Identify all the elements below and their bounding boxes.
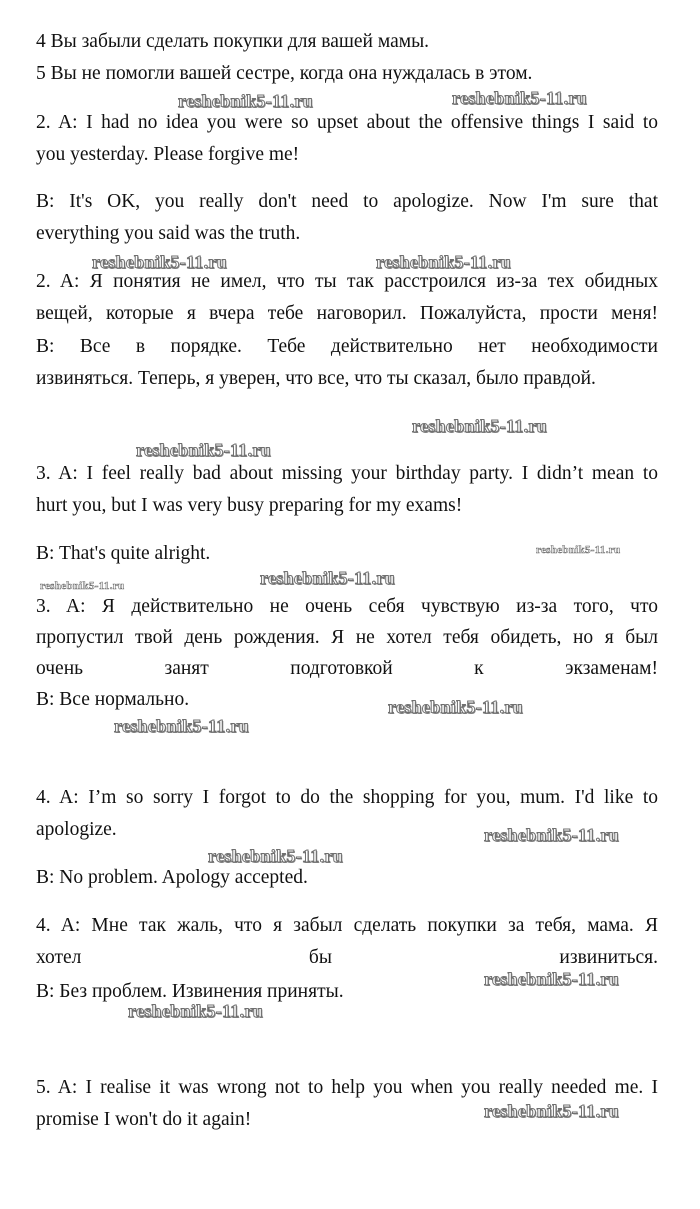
text-line: B: Все нормально. xyxy=(36,689,190,710)
watermark: reshebnik5-11.ru xyxy=(136,440,271,460)
watermark: reshebnik5-11.ru xyxy=(452,88,587,108)
text-line: promise I won't do it again! xyxy=(36,1109,252,1130)
text-line: B: It's OK, you really don't need to apologize. Now I'm sure that xyxy=(36,191,658,212)
text-line: 2. A: I had no idea you were so upset about the offensive things I said to xyxy=(36,112,658,133)
text-line: B: That's quite alright. xyxy=(36,543,211,564)
text-line: B: No problem. Apology accepted. xyxy=(36,867,308,888)
watermark: reshebnik5-11.ru xyxy=(484,825,619,845)
text-line: пропустил твой день рождения. Я не хотел тебя обидеть, но я был xyxy=(36,627,658,648)
text-line: вещей, которые я вчера тебе наговорил. Пожалуйста, прости меня! xyxy=(36,303,658,324)
text-line: 3. A: Я действительно не очень себя чувствую из-за того, что xyxy=(36,596,658,617)
text-line: you yesterday. Please forgive me! xyxy=(36,144,300,165)
watermark: reshebnik5-11.ru xyxy=(114,716,249,736)
text-line: извиняться. Теперь, я уверен, что все, что ты сказал, было правдой. xyxy=(36,368,596,389)
watermark: reshebnik5-11.ru xyxy=(40,580,125,592)
text-line: everything you said was the truth. xyxy=(36,223,301,244)
text-line: 5. A: I realise it was wrong not to help you when you really needed me. I xyxy=(36,1077,658,1098)
text-line: хотел бы извиниться. xyxy=(36,947,658,968)
text-line: очень занят подготовкой к экзаменам! xyxy=(36,658,658,679)
watermark: reshebnik5-11.ru xyxy=(92,252,227,272)
text-line: hurt you, but I was very busy preparing for my exams! xyxy=(36,495,463,516)
watermark: reshebnik5-11.ru xyxy=(484,969,619,989)
watermark: reshebnik5-11.ru xyxy=(376,252,511,272)
watermark: reshebnik5-11.ru xyxy=(484,1101,619,1121)
watermark: reshebnik5-11.ru xyxy=(536,544,621,556)
text-line: apologize. xyxy=(36,819,117,840)
text-line: 4. A: Мне так жаль, что я забыл сделать покупки за тебя, мама. Я xyxy=(36,915,658,936)
watermark: reshebnik5-11.ru xyxy=(128,1001,263,1021)
watermark: reshebnik5-11.ru xyxy=(260,568,395,588)
watermark: reshebnik5-11.ru xyxy=(178,91,313,111)
text-line: 4. A: I’m so sorry I forgot to do the shopping for you, mum. I'd like to xyxy=(36,787,658,808)
text-line: 5 Вы не помогли вашей сестре, когда она нуждалась в этом. xyxy=(36,63,533,84)
text-line: B: Все в порядке. Тебе действительно нет необходимости xyxy=(36,336,658,357)
text-line: 4 Вы забыли сделать покупки для вашей мамы. xyxy=(36,31,430,52)
watermark: reshebnik5-11.ru xyxy=(412,416,547,436)
text-line: 3. A: I feel really bad about missing your birthday party. I didn’t mean to xyxy=(36,463,658,484)
text-line: 2. A: Я понятия не имел, что ты так расстроился из-за тех обидных xyxy=(36,271,658,292)
text-line: B: Без проблем. Извинения приняты. xyxy=(36,981,344,1002)
watermark: reshebnik5-11.ru xyxy=(388,697,523,717)
watermark: reshebnik5-11.ru xyxy=(208,846,343,866)
